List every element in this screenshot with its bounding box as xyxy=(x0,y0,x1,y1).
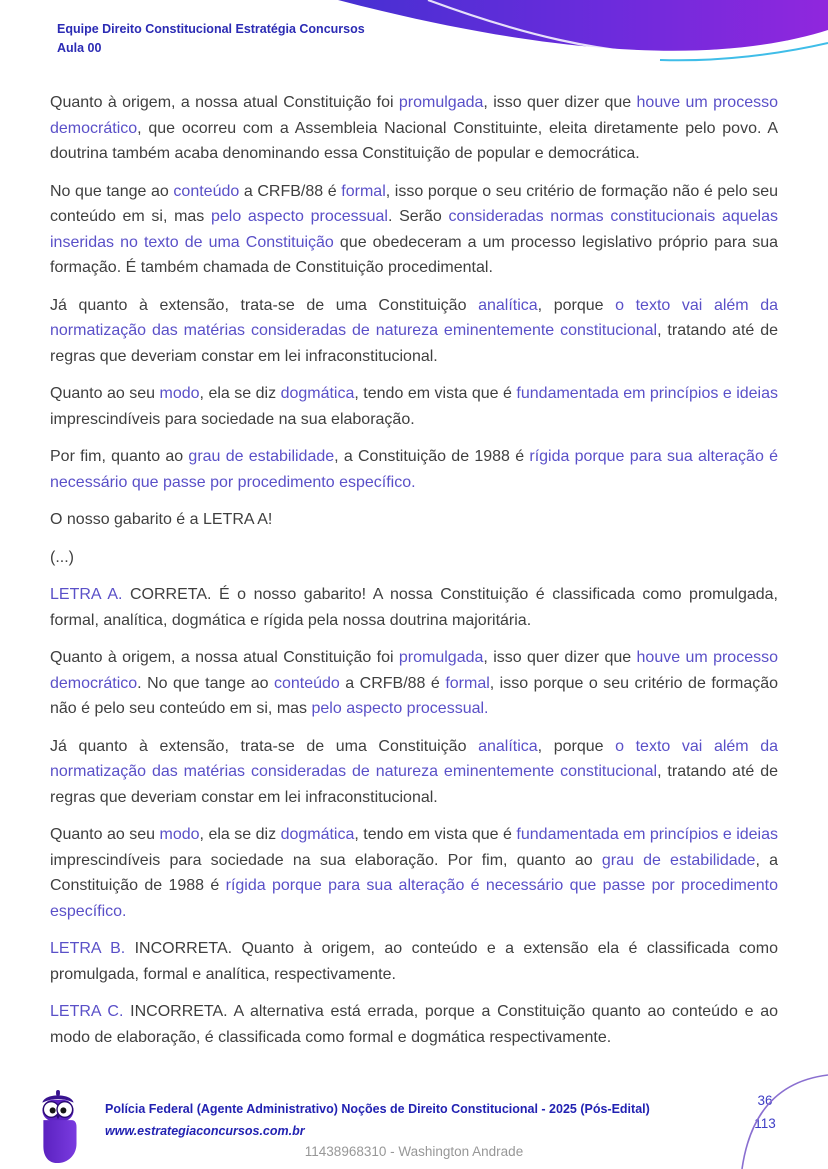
body-text: , isso porque o seu critério de formação não é pelo seu conteúdo em si, mas xyxy=(50,674,779,717)
paragraph xyxy=(50,90,778,167)
body-text: Já quanto à extensão, trata-se de uma Constituição xyxy=(50,296,479,314)
body-text: a CRFB/88 é xyxy=(239,182,342,200)
paragraph xyxy=(50,293,778,370)
body-text: , tendo em vista que é xyxy=(354,826,517,843)
body-text: , tratando até de regras que deveriam constar em lei infraconstitucional. xyxy=(50,322,778,365)
paragraph-letra-b xyxy=(50,936,778,987)
highlighted-text: pelo aspecto processual. xyxy=(311,700,489,717)
highlighted-text: analítica xyxy=(478,737,538,755)
body-text: , porque xyxy=(537,737,616,755)
body-text: , isso quer dizer que xyxy=(483,94,637,111)
highlighted-text: conteúdo xyxy=(173,182,240,200)
paragraph xyxy=(50,822,778,924)
body-text: INCORRETA. Quanto à origem, ao conteúdo e a extensão ela é classificada como promulgada, formal e analítica, respectivamente. xyxy=(50,940,779,983)
body-text: imprescindíveis para sociedade na sua elaboração. Por fim, quanto ao xyxy=(50,851,602,869)
highlighted-text: analítica xyxy=(478,296,538,314)
body-text: (...) xyxy=(50,548,74,566)
body-text: . Serão xyxy=(387,208,449,225)
body-text: Quanto ao seu xyxy=(50,826,160,843)
ellipsis-line xyxy=(50,545,778,571)
footer-arc-decoration xyxy=(728,1065,828,1169)
highlighted-text: grau de estabilidade xyxy=(188,448,335,465)
paragraph-letra-c xyxy=(50,999,778,1050)
body-text: . No que tange ao xyxy=(137,674,274,692)
body-text: , isso quer dizer que xyxy=(483,649,637,666)
body-text: , que ocorreu com a Assembleia Nacional Constituinte, eleita diretamente pelo povo. A doutrina também acaba denominando essa Constituição de popular e democrática. xyxy=(50,119,778,162)
body-text: , tratando até de regras que deveriam constar em lei infraconstitucional. xyxy=(50,763,778,806)
highlighted-text: modo xyxy=(159,385,200,402)
body-text: INCORRETA. A alternativa está errada, porque a Constituição quanto ao conteúdo e ao modo de elaboração, é classificada como formal e dogmática respectivamente. xyxy=(50,1003,779,1046)
body-text: , a Constituição de 1988 é xyxy=(50,851,779,894)
document-body xyxy=(50,90,778,1062)
highlighted-text: houve um processo democrático xyxy=(50,94,778,137)
paragraph xyxy=(50,444,778,495)
user-watermark: 11438968310 - Washington Andrade xyxy=(304,1144,524,1159)
highlighted-text: pelo aspecto processual xyxy=(210,208,388,225)
highlighted-text: grau de estabilidade xyxy=(601,851,756,869)
highlighted-text: fundamentada em princípios e ideias xyxy=(516,385,779,402)
highlighted-text: conteúdo xyxy=(273,674,340,692)
document-header xyxy=(57,20,365,58)
body-text: CORRETA. É o nosso gabarito! A nossa Constituição é classificada como promulgada, formal, analítica, dogmática e rígida pela nossa doutrina majoritária. xyxy=(50,586,778,629)
footer-course-title: Polícia Federal (Agente Administrativo) Noções de Direito Constitucional - 2025 (Pós-Edital) xyxy=(105,1102,650,1116)
body-text: , ela se diz xyxy=(199,826,281,843)
highlighted-text: LETRA B. xyxy=(50,940,126,957)
header-lesson-line: Aula 00 xyxy=(57,41,102,55)
highlighted-text: rígida porque para sua alteração é necessário que passe por procedimento específico. xyxy=(50,877,778,920)
highlighted-text: LETRA C. xyxy=(50,1003,124,1020)
body-text: , tendo em vista que é xyxy=(354,385,517,402)
paragraph-letra-a xyxy=(50,582,778,633)
highlighted-text: formal xyxy=(341,182,386,200)
paragraph xyxy=(50,645,778,722)
highlighted-text: fundamentada em princípios e ideias xyxy=(516,826,779,843)
body-text: Quanto ao seu xyxy=(50,385,160,402)
highlighted-text: dogmática xyxy=(280,826,355,843)
body-text: , isso porque o seu critério de formação não é pelo seu conteúdo em si, mas xyxy=(50,182,779,225)
paragraph xyxy=(50,734,778,811)
body-text: que obedeceram a um processo legislativo próprio para sua formação. É também chamada de Constituição procedimental. xyxy=(50,233,779,276)
header-team-line: Equipe Direito Constitucional Estratégia Concursos xyxy=(57,22,365,36)
highlighted-text: houve um processo democrático xyxy=(50,649,778,692)
page-number-current: 36 xyxy=(757,1093,773,1108)
highlighted-text: promulgada xyxy=(398,94,484,111)
paragraph xyxy=(50,381,778,432)
highlighted-text: o texto vai além da normatização das matérias consideradas de natureza eminentemente constitucional xyxy=(50,296,779,339)
answer-key-line xyxy=(50,507,778,533)
body-text: Já quanto à extensão, trata-se de uma Constituição xyxy=(50,737,479,755)
body-text: , ela se diz xyxy=(199,385,281,402)
body-text: No que tange ao xyxy=(50,182,174,200)
body-text: Por fim, quanto ao xyxy=(50,448,189,465)
highlighted-text: o texto vai além da normatização das matérias consideradas de natureza eminentemente constitucional xyxy=(50,737,779,780)
body-text: , a Constituição de 1988 é xyxy=(334,448,530,465)
footer-website-link[interactable]: www.estrategiaconcursos.com.br xyxy=(105,1124,305,1138)
body-text: Quanto à origem, a nossa atual Constituição foi xyxy=(50,649,399,666)
highlighted-text: consideradas normas constitucionais aquelas inseridas no texto de uma Constituição xyxy=(50,208,778,251)
highlighted-text: rígida porque para sua alteração é necessário que passe por procedimento específico. xyxy=(50,448,779,491)
highlighted-text: LETRA A. xyxy=(50,586,123,603)
highlighted-text: promulgada xyxy=(398,649,484,666)
paragraph xyxy=(50,179,778,281)
highlighted-text: dogmática xyxy=(280,385,355,402)
footer-text-block xyxy=(105,1101,685,1139)
highlighted-text: formal xyxy=(445,674,490,692)
body-text: , porque xyxy=(537,296,616,314)
body-text: Quanto à origem, a nossa atual Constituição foi xyxy=(50,94,399,111)
body-text: O nosso gabarito é a LETRA A! xyxy=(50,511,273,528)
body-text: imprescindíveis para sociedade na sua elaboração. xyxy=(50,410,415,428)
body-text: a CRFB/88 é xyxy=(339,674,446,692)
highlighted-text: modo xyxy=(159,826,200,843)
page-number-total: 113 xyxy=(754,1116,776,1131)
